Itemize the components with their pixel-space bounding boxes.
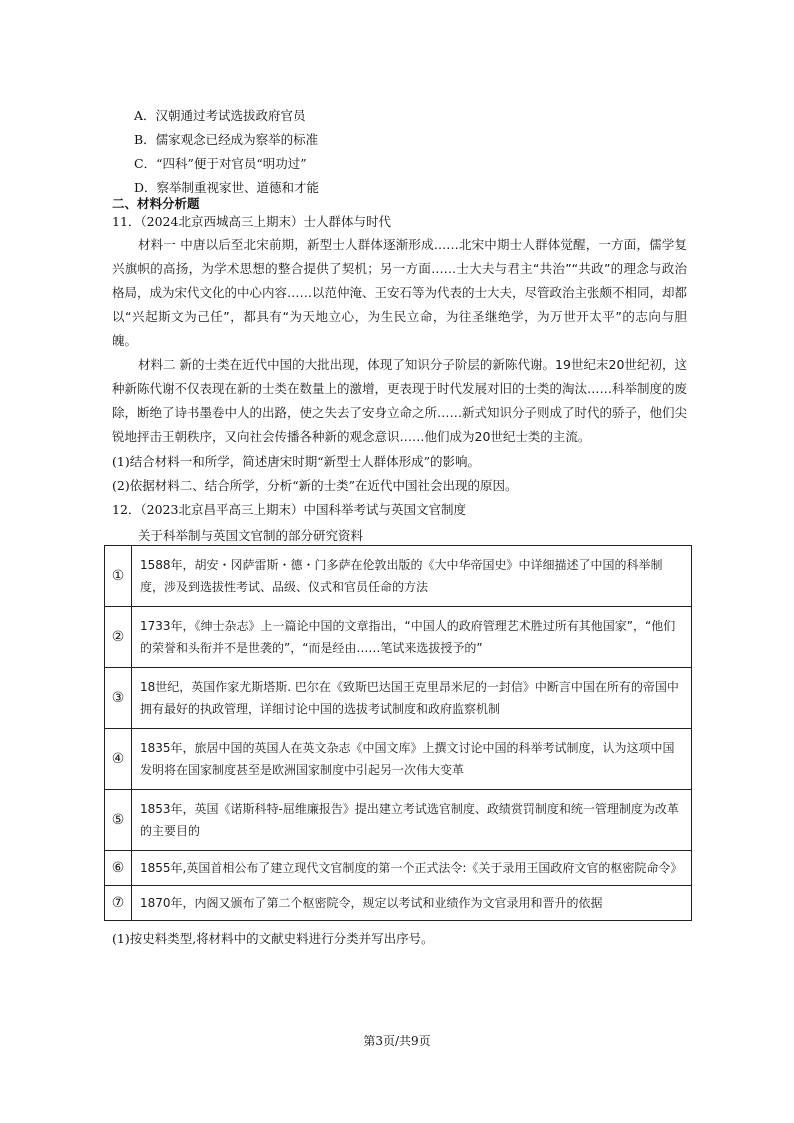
table-row: [105, 729, 692, 790]
option-d: D．察举制重视家世、道德和才能: [134, 180, 320, 195]
row-number: ④: [105, 729, 132, 790]
row-text: 1855年,英国首相公布了建立现代文官制度的第一个正式法令:《关于录用王国政府文官的枢密院命令》: [132, 851, 692, 886]
row-number: ⑤: [105, 790, 132, 851]
row-number: ⑥: [105, 851, 132, 886]
table-row: [105, 607, 692, 668]
option-a: A．汉朝通过考试选拔政府官员: [134, 108, 306, 123]
row-text: 1733年，《绅士杂志》上一篇论中国的文章指出，“中国人的政府管理艺术胜过所有其他国家”，“他们的荣誉和头衔并不是世袭的”，“而是经由……笔试来选拔授予的”: [132, 607, 692, 668]
table-row: [105, 668, 692, 729]
option-b: B．儒家观念已经成为察举的标准: [134, 132, 319, 147]
row-number: ③: [105, 668, 132, 729]
page-footer: 第3页/共9页: [363, 1034, 431, 1048]
question-11-sub-1: (1)结合材料一和所学，简述唐宋时期“新型士人群体形成”的影响。: [112, 454, 480, 469]
question-11-header: 11．（2024北京西城高三上期末）士人群体与时代: [112, 214, 391, 229]
row-text: 1870年，内阁又颁布了第二个枢密院令，规定以考试和业绩作为文官录用和晋升的依据: [132, 886, 692, 921]
question-12-sub-1: (1)按史料类型,将材料中的文献史料进行分类并写出序号。: [112, 931, 434, 946]
question-12-header: 12．（2023北京昌平高三上期末）中国科举考试与英国文官制度: [112, 502, 466, 517]
row-text: 1588年，胡安・冈萨雷斯・德・门多萨在伦敦出版的《大中华帝国史》中详细描述了中国的科举制度，涉及到选拔性考试、品级、仪式和官员任命的方法: [132, 546, 692, 607]
question-11-sub-2: (2)依据材料二、结合所学，分析“新的士类”在近代中国社会出现的原因。: [112, 478, 518, 493]
row-number: ⑦: [105, 886, 132, 921]
row-number: ②: [105, 607, 132, 668]
section-title: 二、材料分析题: [112, 196, 200, 211]
row-text: 1835年，旅居中国的英国人在英文杂志《中国文库》上撰文讨论中国的科举考试制度，认为这项中国发明将在国家制度甚至是欧洲国家制度中引起另一次伟大变革: [132, 729, 692, 790]
option-c: C．“四科”便于对官员“明功过”: [134, 156, 307, 171]
row-number: ①: [105, 546, 132, 607]
table-intro: 关于科举制与英国文官制的部分研究资料: [138, 528, 364, 543]
question-11-materials: [112, 233, 687, 449]
row-text: 1853年，英国《诺斯科特-屈维廉报告》提出建立考试选官制度、政绩赏罚制度和统一管理制度为改革的主要目的: [132, 790, 692, 851]
table-row: [105, 546, 692, 607]
table-row: [105, 790, 692, 851]
table-row: [105, 886, 692, 921]
source-table: [104, 545, 692, 921]
table-row: [105, 851, 692, 886]
row-text: 18世纪，英国作家尤斯塔斯. 巴尔在《致斯巴达国王克里昂米尼的一封信》中断言中国在所有的帝国中拥有最好的执政管理，详细讨论中国的选拔考试制度和政府监察机制: [132, 668, 692, 729]
material-1: 材料一 中唐以后至北宋前期，新型士人群体逐渐形成……北宋中期士人群体觉醒，一方面，儒学复兴旗帜的高扬，为学术思想的整合提供了契机；另一方面……士大夫与君主“共治”“共政”的理念与政治格局，成为宋代文化的中心内容……以范仲淹、王安石等为代表的士大夫，尽管政治主张颇不相同，却都以“兴起斯文为己任”，都具有“为天地立心，为生民立命，为往圣继绝学，为万世开太平”的志向与胆魄。: [112, 237, 688, 348]
material-2: 材料二 新的士类在近代中国的大批出现，体现了知识分子阶层的新陈代谢。19世纪末20世纪初，这种新陈代谢不仅表现在新的士类在数量上的激增，更表现于时代发展对旧的士类的淘汰……科举制度的废除，断绝了诗书墨卷中人的出路，使之失去了安身立命之所……新式知识分子则成了时代的骄子，他们尖锐地抨击王朝秩序，又向社会传播各种新的观念意识……他们成为20世纪士类的主流。: [112, 357, 688, 444]
